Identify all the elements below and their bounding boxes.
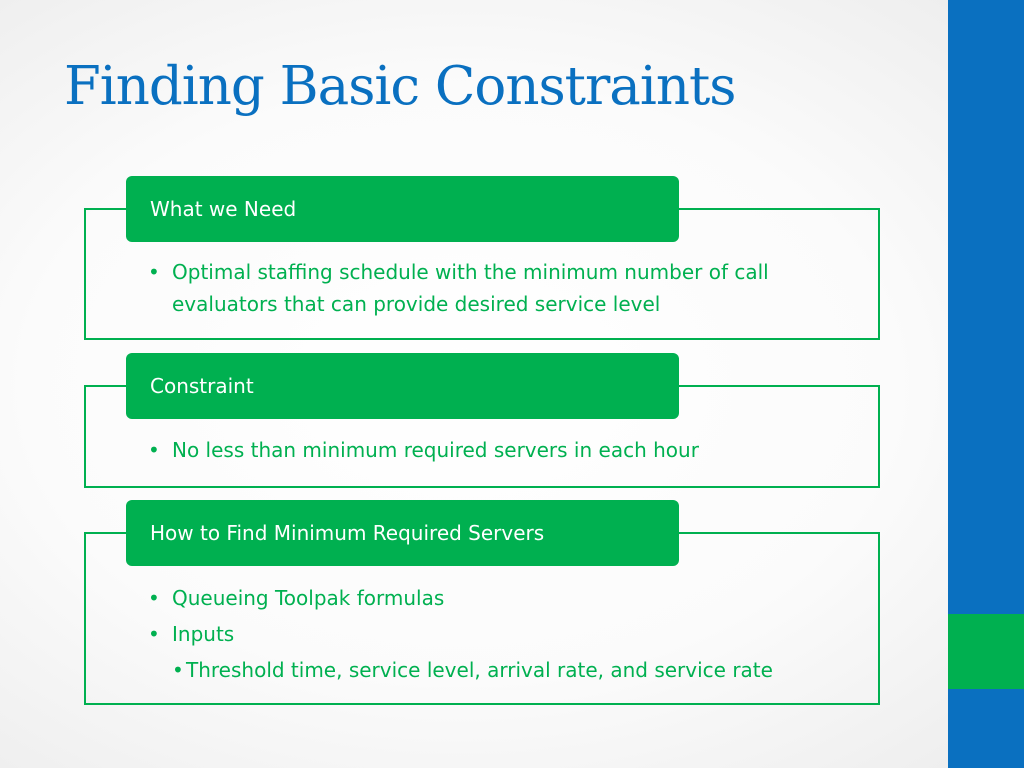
bullet-text: Queueing Toolpak formulas — [172, 586, 445, 610]
section-body-what-we-need — [148, 256, 838, 320]
bullet-item — [148, 580, 878, 616]
bullet-icon: • — [148, 622, 160, 646]
bullet-icon: • — [148, 260, 160, 284]
bullet-item — [148, 616, 878, 652]
section-header-label: What we Need — [150, 197, 297, 221]
bullet-text: Inputs — [172, 622, 235, 646]
bullet-icon: • — [148, 438, 160, 462]
bullet-text: No less than minimum required servers in each hour — [172, 438, 699, 462]
bullet-item — [148, 434, 848, 466]
section-header-what-we-need — [126, 176, 679, 242]
bullet-item — [148, 256, 838, 320]
bullet-icon: • — [172, 658, 184, 682]
section-header-find-servers — [126, 500, 679, 566]
bullet-text: Threshold time, service level, arrival rate, and service rate — [186, 658, 773, 682]
section-header-constraint — [126, 353, 679, 419]
section-header-label: How to Find Minimum Required Servers — [150, 521, 545, 545]
section-body-find-servers — [148, 580, 878, 688]
sidebar-green-accent — [948, 614, 1024, 689]
bullet-icon: • — [148, 586, 160, 610]
slide-title: Finding Basic Constraints — [64, 56, 736, 117]
bullet-text: Optimal staffing schedule with the minimum number of call evaluators that can provide desired service level — [172, 260, 769, 316]
section-body-constraint — [148, 434, 848, 466]
section-header-label: Constraint — [150, 374, 254, 398]
sub-bullet-item — [172, 652, 878, 688]
